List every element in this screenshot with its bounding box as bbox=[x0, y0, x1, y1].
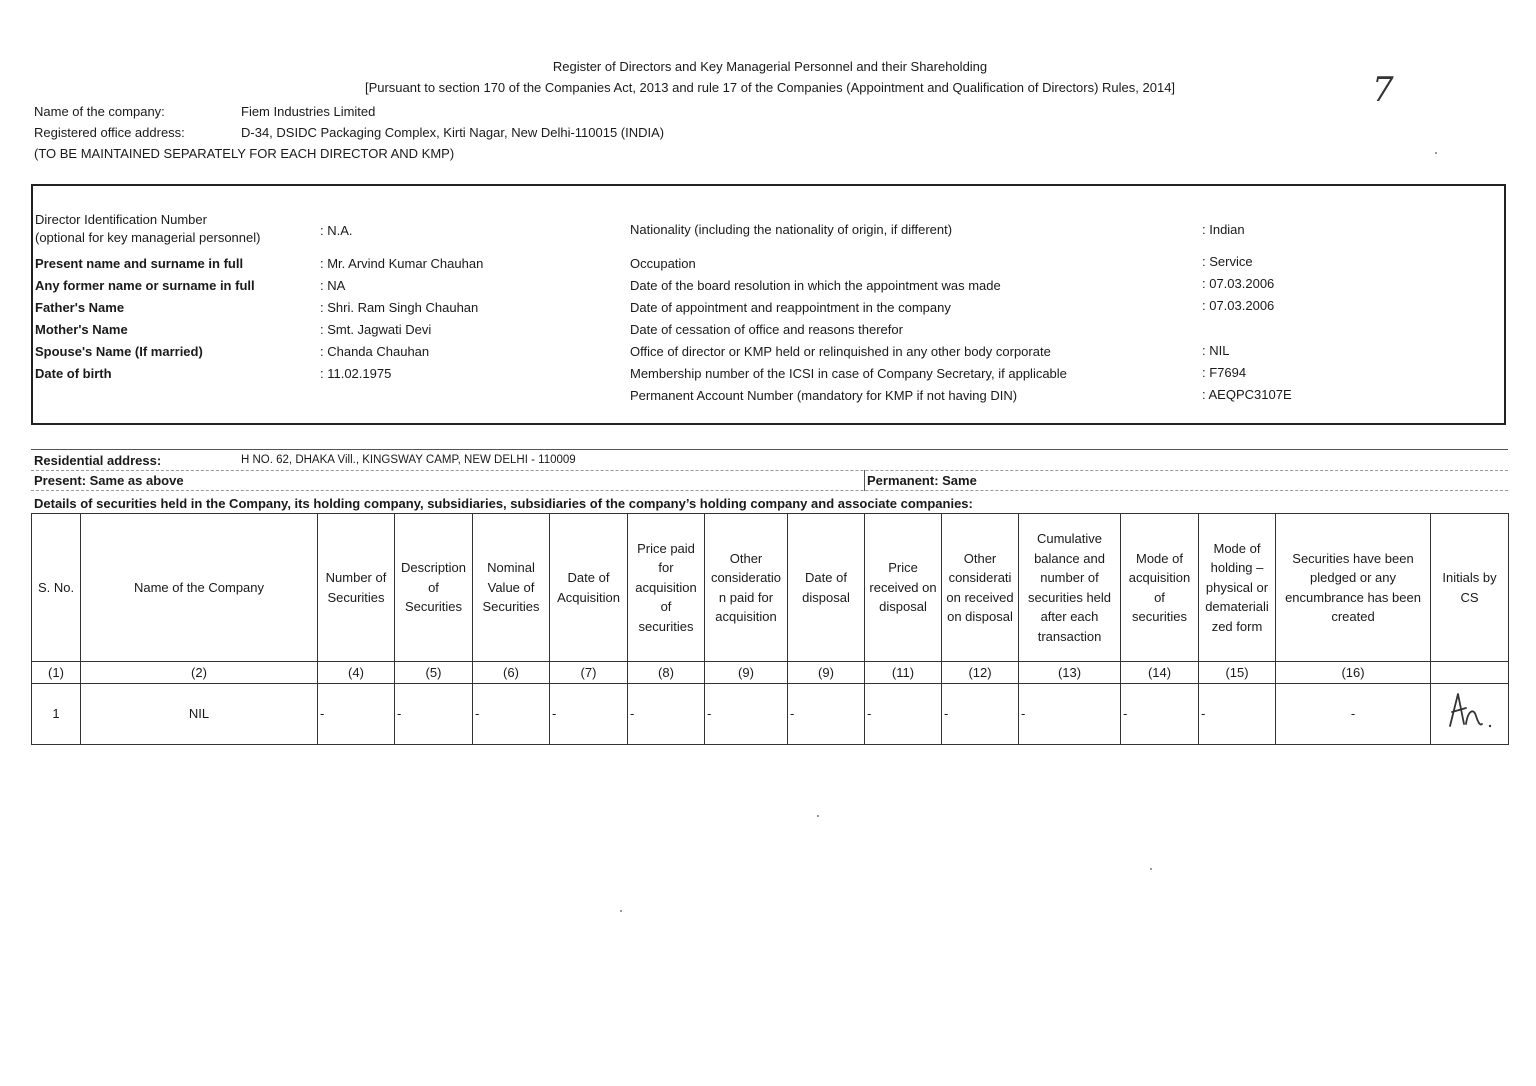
col-header-cumulative-balance bbox=[1019, 514, 1121, 662]
header-line: Price paid bbox=[637, 540, 695, 556]
board-resolution-date-value: : 07.03.2006 bbox=[1202, 276, 1275, 291]
header-line: created bbox=[1331, 609, 1375, 624]
header-line: physical or bbox=[1205, 579, 1269, 595]
col-header-sno bbox=[32, 514, 81, 662]
pan-label: Permanent Account Number (mandatory for KMP if not having DIN) bbox=[630, 388, 1018, 403]
icsi-membership-label: Membership number of the ICSI in case of Company Secretary, if applicable bbox=[630, 366, 1067, 381]
col-header-company-name bbox=[81, 514, 318, 662]
col-number: (4) bbox=[318, 662, 395, 684]
col-header-nominal-value bbox=[473, 514, 550, 662]
col-header-price-received bbox=[865, 514, 942, 662]
occupation-label: Occupation bbox=[630, 256, 696, 271]
address-strip-divider bbox=[864, 470, 865, 491]
header-line: received on bbox=[869, 579, 937, 595]
cell-sno: 1 bbox=[32, 684, 81, 745]
header-line: Cumulative bbox=[1036, 531, 1103, 546]
mother-name-label: Mother's Name bbox=[35, 322, 128, 337]
table-number-row bbox=[32, 662, 1509, 684]
cell-nominal-value: - bbox=[473, 684, 550, 745]
header-line: acquisition bbox=[715, 609, 777, 624]
col-number: (9) bbox=[705, 662, 788, 684]
office-address-value: D-34, DSIDC Packaging Complex, Kirti Nagar, New Delhi-110015 (INDIA) bbox=[241, 125, 665, 140]
cell-pledged: - bbox=[1276, 684, 1431, 745]
cell-price-received: - bbox=[865, 684, 942, 745]
scan-speck bbox=[1435, 152, 1437, 154]
present-address: Present: Same as above bbox=[34, 473, 184, 488]
header-line: Acquisition bbox=[557, 589, 620, 605]
header-line: Securities have been bbox=[1292, 550, 1414, 566]
col-header-mode-of-acquisition bbox=[1121, 514, 1199, 662]
cell-mode-of-acquisition: - bbox=[1121, 684, 1199, 745]
register-subtitle: [Pursuant to section 170 of the Companies Act, 2013 and rule 17 of the Companies (Appointment and Qualification of Directors) Rules, 2014] bbox=[364, 80, 1176, 95]
header-line: CS bbox=[1460, 589, 1479, 605]
icsi-membership-value: : F7694 bbox=[1202, 365, 1247, 380]
col-number: (13) bbox=[1019, 662, 1121, 684]
header-line: number of bbox=[1040, 570, 1099, 585]
company-name-value: Fiem Industries Limited bbox=[241, 104, 376, 119]
header-line: Description bbox=[400, 560, 467, 576]
col-number: (12) bbox=[942, 662, 1019, 684]
col-number: (8) bbox=[628, 662, 705, 684]
header-line: holding – bbox=[1210, 560, 1264, 576]
col-header-date-of-disposal bbox=[788, 514, 865, 662]
header-line: zed form bbox=[1211, 618, 1263, 634]
director-details-box bbox=[31, 184, 1506, 425]
col-header-pledged bbox=[1276, 514, 1431, 662]
appointment-date-label: Date of appointment and reappointment in the company bbox=[630, 300, 951, 315]
header-line: Securities bbox=[404, 599, 463, 615]
col-number: (14) bbox=[1121, 662, 1199, 684]
header-line: disposal bbox=[802, 589, 850, 605]
header-line: Value of bbox=[487, 579, 535, 595]
header-line: encumbrance has been bbox=[1285, 589, 1421, 605]
col-header-mode-of-holding bbox=[1199, 514, 1276, 662]
header-line: securities bbox=[1132, 609, 1187, 624]
address-strip-mid-rule bbox=[31, 470, 1508, 471]
header-line: Securities bbox=[482, 599, 540, 615]
scan-speck bbox=[1150, 868, 1152, 870]
nationality-label: Nationality (including the nationality of origin, if different) bbox=[630, 222, 953, 237]
header-line: n paid for bbox=[718, 589, 774, 605]
header-line: for bbox=[658, 560, 674, 576]
cell-other-consideration-paid: - bbox=[705, 684, 788, 745]
header-line: Date of bbox=[567, 570, 610, 585]
board-resolution-date-label: Date of the board resolution in which the appointment was made bbox=[630, 278, 1001, 293]
cell-price-paid: - bbox=[628, 684, 705, 745]
pan-value: : AEQPC3107E bbox=[1202, 387, 1292, 402]
col-header-other-consideration-received bbox=[942, 514, 1019, 662]
header-line: disposal bbox=[879, 599, 927, 615]
maintenance-note: (TO BE MAINTAINED SEPARATELY FOR EACH DIRECTOR AND KMP) bbox=[34, 146, 455, 161]
header-line: consideratio bbox=[710, 570, 782, 585]
table-row bbox=[32, 684, 1509, 745]
col-number: (2) bbox=[81, 662, 318, 684]
header-line: on disposal bbox=[947, 609, 1013, 624]
header-line: Other bbox=[963, 550, 997, 566]
other-office-label: Office of director or KMP held or relinquished in any other body corporate bbox=[630, 344, 1051, 359]
header-line: Price bbox=[888, 560, 918, 576]
table-header-row bbox=[32, 514, 1509, 662]
former-name-label: Any former name or surname in full bbox=[35, 278, 255, 293]
col-number: (9) bbox=[788, 662, 865, 684]
header-line: after each bbox=[1040, 609, 1099, 624]
header-line: transaction bbox=[1037, 628, 1102, 644]
residential-address-label: Residential address: bbox=[34, 453, 162, 468]
office-address-label: Registered office address: bbox=[34, 125, 185, 140]
cell-description: - bbox=[395, 684, 473, 745]
header-line: Mode of bbox=[1213, 540, 1261, 556]
mother-name-value: : Smt. Jagwati Devi bbox=[320, 322, 432, 337]
col-number bbox=[1431, 662, 1509, 684]
occupation-value: : Service bbox=[1202, 254, 1253, 269]
dob-label: Date of birth bbox=[35, 366, 112, 381]
header-line: of bbox=[428, 579, 439, 595]
address-strip-bottom-rule bbox=[31, 490, 1508, 491]
header-line: Number of bbox=[325, 570, 387, 585]
col-header-initials bbox=[1431, 514, 1509, 662]
col-header-price-paid bbox=[628, 514, 705, 662]
cell-cumulative-balance: - bbox=[1019, 684, 1121, 745]
address-strip-top-rule bbox=[31, 449, 1508, 450]
col-number: (7) bbox=[550, 662, 628, 684]
header-line: demateriali bbox=[1205, 599, 1269, 615]
scan-speck bbox=[817, 815, 819, 817]
header-line: pledged or any bbox=[1309, 570, 1396, 585]
header-line: Other bbox=[729, 550, 763, 566]
nationality-value: : Indian bbox=[1202, 222, 1245, 237]
col-number: (11) bbox=[865, 662, 942, 684]
father-name-value: : Shri. Ram Singh Chauhan bbox=[320, 300, 479, 315]
cessation-date-label: Date of cessation of office and reasons therefor bbox=[630, 322, 903, 337]
header-line: Name of the Company bbox=[133, 579, 265, 595]
spouse-name-value: : Chanda Chauhan bbox=[320, 344, 430, 359]
scan-speck bbox=[620, 910, 622, 912]
col-header-other-consideration-paid bbox=[705, 514, 788, 662]
cell-date-of-acquisition: - bbox=[550, 684, 628, 745]
cell-other-consideration-received: - bbox=[942, 684, 1019, 745]
dob-value: : 11.02.1975 bbox=[320, 366, 392, 381]
din-value: : N.A. bbox=[320, 223, 353, 238]
header-line: Nominal bbox=[487, 560, 535, 576]
header-line: acquisition bbox=[635, 579, 697, 595]
cell-company-name: NIL bbox=[81, 684, 318, 745]
header-line: securities bbox=[638, 618, 694, 634]
header-line: of bbox=[660, 599, 672, 615]
din-label: Director Identification Number (optional for key managerial personnel) bbox=[35, 212, 261, 245]
header-line: Securities bbox=[327, 589, 385, 605]
col-number: (16) bbox=[1276, 662, 1431, 684]
header-line: of bbox=[1154, 589, 1165, 605]
cell-mode-of-holding: - bbox=[1199, 684, 1276, 745]
permanent-address: Permanent: Same bbox=[867, 473, 977, 488]
col-header-date-of-acquisition bbox=[550, 514, 628, 662]
header-line: on received bbox=[946, 589, 1014, 605]
present-name-value: : Mr. Arvind Kumar Chauhan bbox=[320, 256, 484, 271]
cs-initials-signature bbox=[1440, 686, 1500, 736]
col-number: (5) bbox=[395, 662, 473, 684]
header-line: securities held bbox=[1027, 589, 1112, 605]
other-office-value: : NIL bbox=[1202, 343, 1230, 358]
cell-number-of-securities: - bbox=[318, 684, 395, 745]
col-number: (15) bbox=[1199, 662, 1276, 684]
former-name-value: : NA bbox=[320, 278, 346, 293]
col-header-number-of-securities bbox=[318, 514, 395, 662]
register-title: Register of Directors and Key Managerial Personnel and their Shareholding bbox=[552, 59, 988, 74]
appointment-date-value: : 07.03.2006 bbox=[1202, 298, 1275, 313]
spouse-name-label: Spouse's Name (If married) bbox=[35, 344, 203, 359]
company-name-label: Name of the company: bbox=[34, 104, 165, 119]
present-name-label: Present name and surname in full bbox=[35, 256, 244, 271]
father-name-label: Father's Name bbox=[35, 300, 125, 315]
header-line: acquisition bbox=[1128, 570, 1191, 585]
header-line: Initials by bbox=[1442, 570, 1497, 585]
header-line: Date of bbox=[805, 570, 847, 585]
handwritten-page-number: 7 bbox=[1372, 70, 1394, 110]
col-header-description bbox=[395, 514, 473, 662]
header-line: balance and bbox=[1034, 550, 1105, 566]
securities-table bbox=[31, 513, 1509, 745]
cell-date-of-disposal: - bbox=[788, 684, 865, 745]
securities-details-heading: Details of securities held in the Company, its holding company, subsidiaries, subsidiaries of the company’s holding company and associate companies: bbox=[34, 496, 973, 511]
cell-initials bbox=[1431, 684, 1509, 745]
residential-address-value: H NO. 62, DHAKA Vill., KINGSWAY CAMP, NEW DELHI - 110009 bbox=[241, 454, 576, 466]
header-line: S. No. bbox=[37, 579, 75, 595]
col-number: (6) bbox=[473, 662, 550, 684]
col-number: (1) bbox=[32, 662, 81, 684]
header-line: Mode of bbox=[1136, 550, 1183, 566]
header-line: considerati bbox=[948, 570, 1012, 585]
